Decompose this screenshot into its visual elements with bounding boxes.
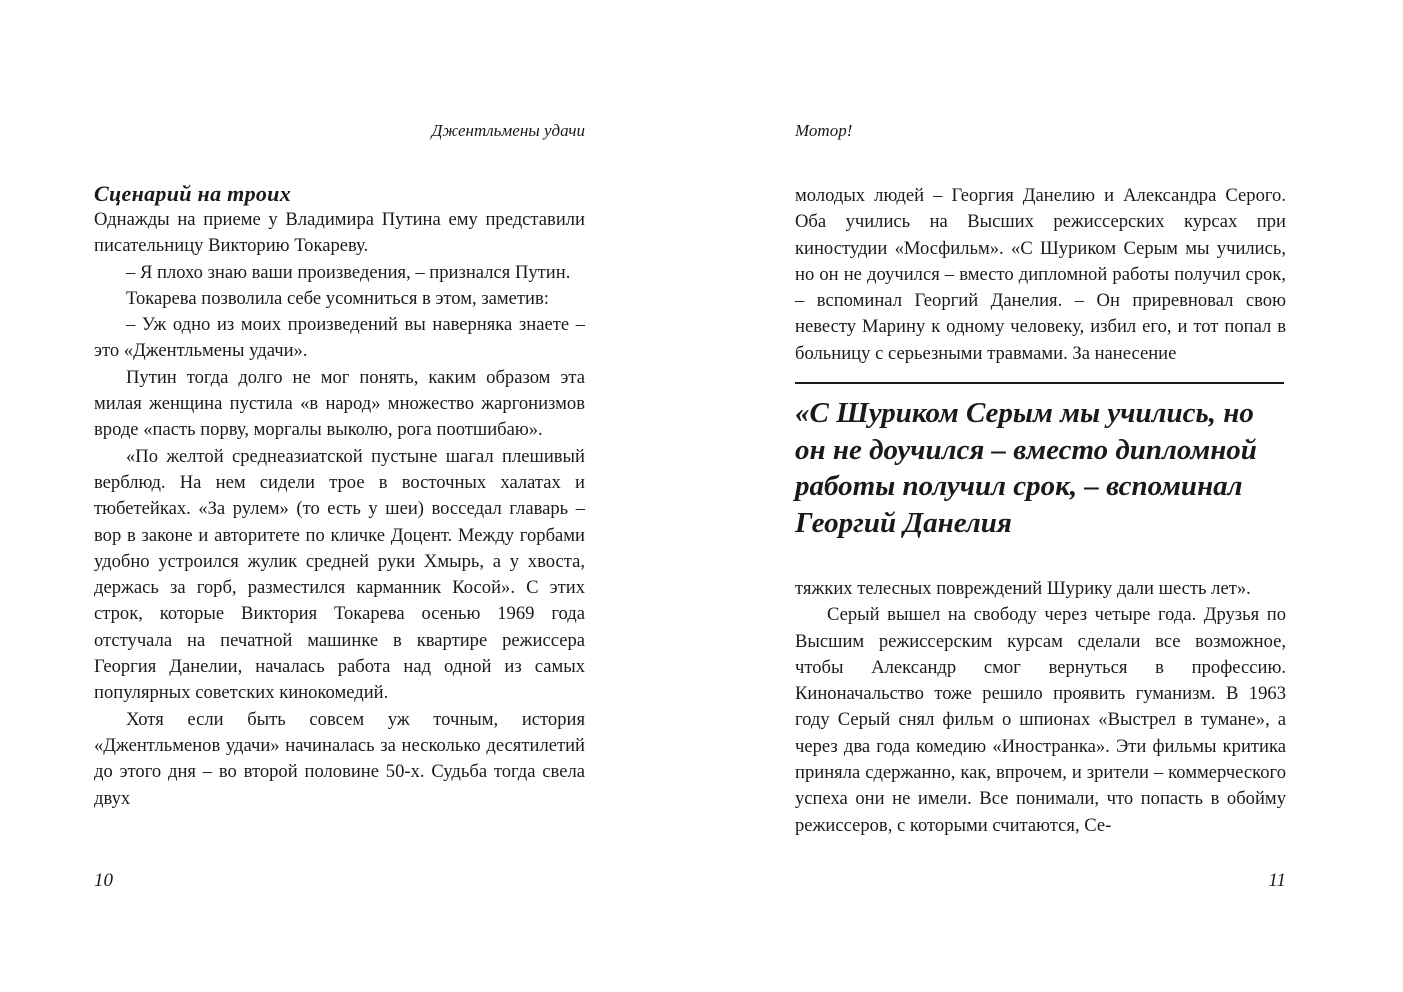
paragraph: молодых людей – Георгия Данелию и Александра Серого. Оба учились на Высших режиссерских курсах при киностудии «Мосфильм». «С Шуриком Серым мы учились, но он не доучился – вместо дипломной работы получил срок, – вспоминал Георгий Данелия. – Он приревновал свою невесту Марину к одному человеку, избил его, и тот попал в больницу с серьезными травмами. За нанесение	[795, 185, 1286, 364]
running-head-right: Мотор!	[795, 121, 853, 140]
left-body-text	[94, 207, 585, 812]
section-title: Сценарий на троих	[94, 181, 292, 206]
running-head-left: Джентльмены удачи	[431, 121, 585, 140]
paragraph: «По желтой среднеазиатской пустыне шагал плешивый верблюд. На нем сидели трое в восточных халатах и тюбетейках. «За рулем» (то есть у шеи) восседал главарь – вор в законе и авторитете по кличке Доцент. Между горбами удобно устроился жулик средней руки Хмырь, а у хвоста, держась за горб, разместился карманник Косой». С этих строк, которые Виктория Токарева осенью 1969 года отстучала на печатной машинке в квартире режиссера Георгия Данелии, началась работа над одной из самых популярных советских кинокомедий.	[94, 445, 585, 704]
paragraph: – Уж одно из моих произведений вы наверняка знаете – это «Джентльмены удачи».	[94, 314, 585, 362]
pull-quote-rule	[795, 382, 1284, 384]
pull-quote: «С Шуриком Серым мы учились, но он не доучился – вместо дипломной работы получил срок, – вспоминал Георгий Данелия	[795, 397, 1257, 539]
paragraph: Однажды на приеме у Владимира Путина ему представили писательницу Викторию Токареву.	[94, 209, 585, 257]
paragraph: тяжких телесных повреждений Шурику дали шесть лет».	[795, 578, 1251, 599]
paragraph: Серый вышел на свободу через четыре года. Друзья по Высшим режиссерским курсам сделали все возможное, чтобы Александр смог вернуться в профессию. Киноначальство тоже решило проявить гуманизм. В 1963 году Серый снял фильм о шпионах «Выстрел в тумане», а через два года комедию «Иностранка». Эти фильмы критика приняла сдержанно, как, впрочем, и зрители – коммерческого успеха они не имели. Все понимали, что попасть в обойму режиссеров, с которыми считаются, Се-	[795, 604, 1286, 836]
paragraph: Токарева позволила себе усомниться в этом, заметив:	[126, 287, 549, 309]
paragraph: – Я плохо знаю ваши произведения, – признался Путин.	[126, 261, 571, 283]
page-number-left: 10	[94, 870, 113, 891]
paragraph: Хотя если быть совсем уж точным, история «Джентльменов удачи» начиналась за несколько десятилетий до этого дня – во второй половине 50-х. Судьба тогда свела двух	[94, 708, 585, 809]
right-body-text-top	[795, 183, 1286, 367]
page-number-right: 11	[1268, 870, 1286, 891]
right-body-text-bottom	[795, 576, 1286, 839]
paragraph: Путин тогда долго не мог понять, каким образом эта милая женщина пустила «в народ» множество жаргонизмов вроде «пасть порву, моргалы выколю, рога поотшибаю».	[94, 366, 585, 441]
